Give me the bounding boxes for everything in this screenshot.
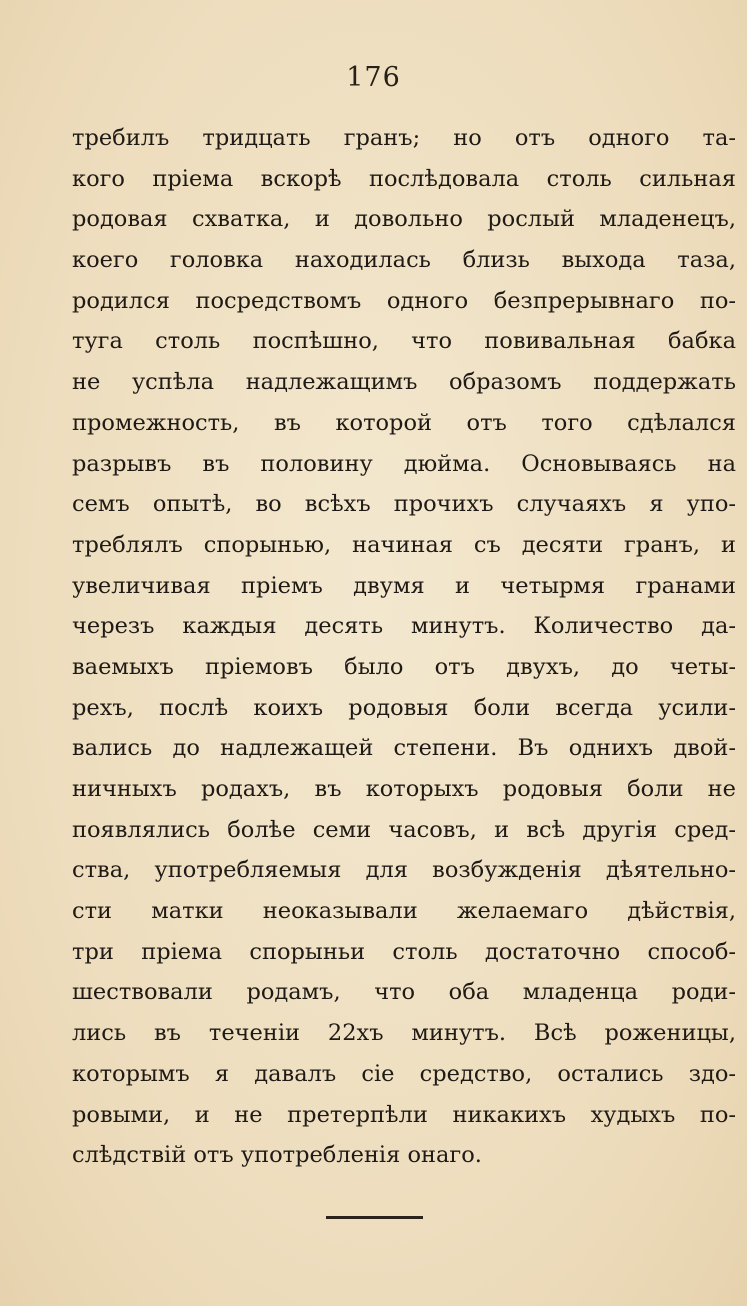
text-line: разрывъ въ половину дюйма. Основываясь на [72, 450, 736, 477]
body-text [72, 118, 736, 1176]
text-line: коего головка находилась близь выхода таза, [72, 247, 736, 274]
text-line: рехъ, послѣ коихъ родовыя боли всегда усили- [72, 694, 736, 721]
text-line: туга столь поспѣшно, что повивальная бабка [72, 328, 736, 355]
text-line: ровыми, и не претерпѣли никакихъ худыхъ по- [72, 1101, 736, 1128]
text-line: родовая схватка, и довольно рослый младенецъ, [72, 206, 736, 233]
text-line: родился посредствомъ одного безпрерывнаго по- [72, 287, 736, 314]
text-line: промежность, въ которой отъ того сдѣлался [72, 409, 736, 436]
text-line: ничныхъ родахъ, въ которыхъ родовыя боли не [72, 776, 736, 802]
text-line: кого пріема вскорѣ послѣдовала столь сильная [72, 165, 736, 192]
text-line: семъ опытѣ, во всѣхъ прочихъ случаяхъ я упо- [72, 491, 736, 518]
text-line: сти матки неоказывали желаемаго дѣйствія, [72, 898, 736, 925]
text-line: вались до надлежащей степени. Въ однихъ двой- [72, 735, 736, 762]
text-line: лись въ теченіи 22хъ минутъ. Всѣ роженицы, [72, 1020, 736, 1047]
page-number: 176 [346, 62, 401, 93]
text-line: три пріема спорыньи столь достаточно способ- [72, 938, 736, 965]
text-line: слѣдствій отъ употребленія онаго. [72, 1142, 482, 1169]
text-line: шествовали родамъ, что оба младенца роди- [72, 979, 736, 1006]
section-divider-rule [326, 1216, 423, 1219]
text-line: увеличивая пріемъ двумя и четырмя гранами [72, 572, 736, 599]
text-line: ваемыхъ пріемовъ было отъ двухъ, до четы- [72, 653, 736, 680]
text-line: не успѣла надлежащимъ образомъ поддержать [72, 369, 736, 396]
text-line: появлялись болѣе семи часовъ, и всѣ другія сред- [72, 816, 736, 843]
text-line: треблялъ спорынью, начиная съ десяти гранъ, и [72, 531, 736, 558]
text-line: черезъ каждыя десять минутъ. Количество да- [72, 613, 736, 640]
text-line: ства, употребляемыя для возбужденія дѣятельно- [72, 857, 736, 884]
text-line: которымъ я давалъ сіе средство, остались здо- [72, 1060, 736, 1087]
text-line: требилъ тридцать гранъ; но отъ одного та- [72, 125, 736, 151]
